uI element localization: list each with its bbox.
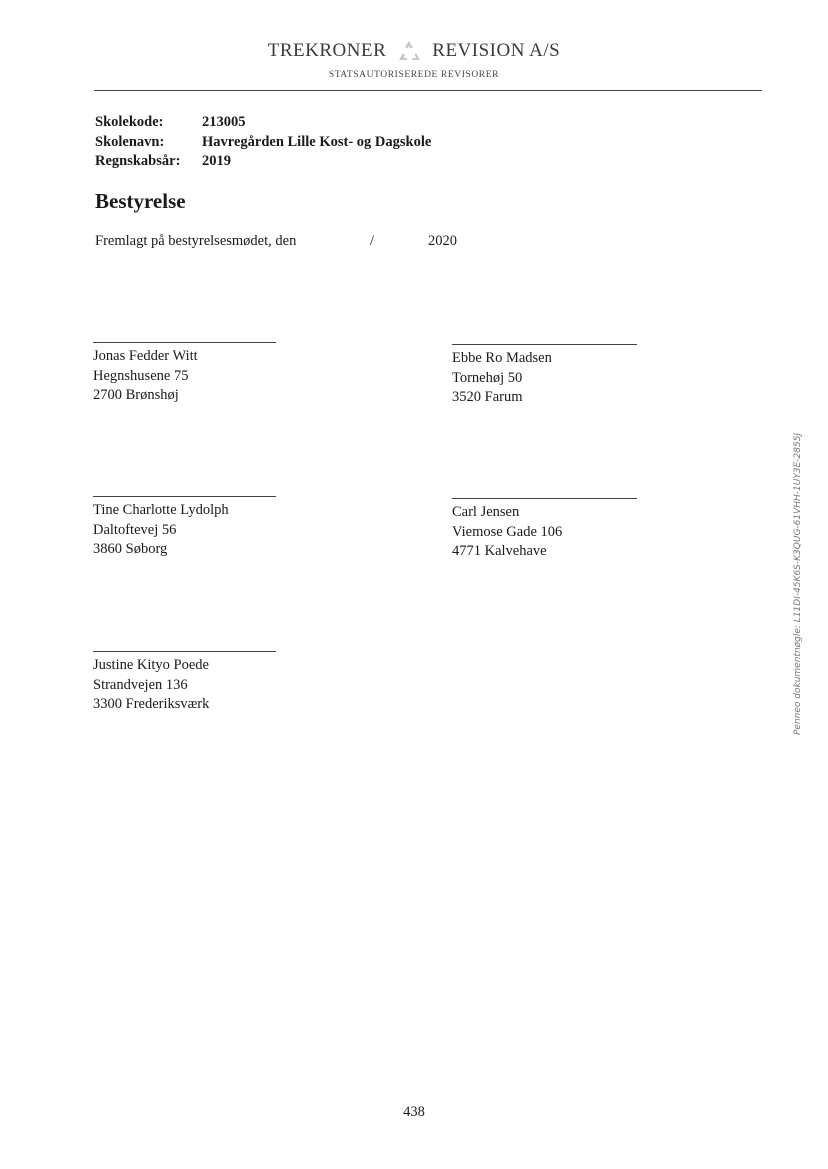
signature-line — [452, 498, 637, 499]
header-divider — [94, 90, 762, 91]
signer-street: Tornehøj 50 — [452, 369, 523, 386]
signer-name: Justine Kityo Poede — [93, 657, 209, 673]
signature-block — [452, 498, 637, 562]
signer-city: 3860 Søborg — [93, 541, 168, 557]
presented-text: Fremlagt på bestyrelsesmødet, den — [95, 233, 297, 249]
signer-city: 3520 Farum — [452, 389, 523, 405]
signer-city: 3300 Frederiksværk — [93, 696, 210, 712]
info-row-fiscal-year — [95, 152, 431, 172]
school-info — [95, 113, 431, 172]
info-value: 2019 — [202, 153, 231, 169]
section-title: Bestyrelse — [95, 189, 186, 213]
signature-line — [452, 344, 637, 345]
info-row-school-name — [95, 133, 431, 153]
company-subtitle: STATSAUTORISEREDE REVISORER — [328, 70, 500, 80]
signature-line — [93, 496, 276, 497]
signer-street: Viemose Gade 106 — [452, 523, 563, 540]
signer-street: Daltoftevej 56 — [93, 521, 177, 538]
signer-name: Tine Charlotte Lydolph — [93, 502, 229, 518]
info-label: Regnskabsår: — [95, 153, 181, 169]
signature-line — [93, 342, 276, 343]
letterhead — [0, 38, 828, 80]
signer-street: Strandvejen 136 — [93, 676, 188, 693]
signature-line — [93, 651, 276, 652]
signer-name: Carl Jensen — [452, 504, 520, 520]
signature-block — [452, 344, 637, 408]
company-name-left: TREKRONER — [267, 40, 387, 61]
date-slash: / — [370, 233, 375, 249]
document-key-note: Penneo dokumentnøgle: L11DI-45K6S-K3QUG-61VHH-1UY3E-2855J — [793, 432, 803, 735]
date-year: 2020 — [428, 233, 457, 249]
signature-block — [93, 496, 276, 560]
signature-block — [93, 342, 276, 406]
info-label: Skolenavn: — [95, 133, 165, 150]
info-label: Skolekode: — [95, 114, 164, 130]
info-value: 213005 — [202, 114, 246, 130]
signature-block — [93, 651, 276, 715]
recycle-triangle-icon — [396, 38, 422, 64]
signer-name: Ebbe Ro Madsen — [452, 350, 552, 366]
signer-city: 4771 Kalvehave — [452, 543, 547, 559]
info-value: Havregården Lille Kost- og Dagskole — [202, 133, 432, 150]
info-row-school-code — [95, 113, 431, 133]
page-number: 438 — [403, 1104, 425, 1120]
signer-city: 2700 Brønshøj — [93, 387, 179, 403]
signer-name: Jonas Fedder Witt — [93, 348, 198, 364]
company-name-right: REVISION A/S — [432, 40, 561, 61]
company-name — [268, 38, 560, 64]
signer-street: Hegnshusene 75 — [93, 367, 189, 384]
